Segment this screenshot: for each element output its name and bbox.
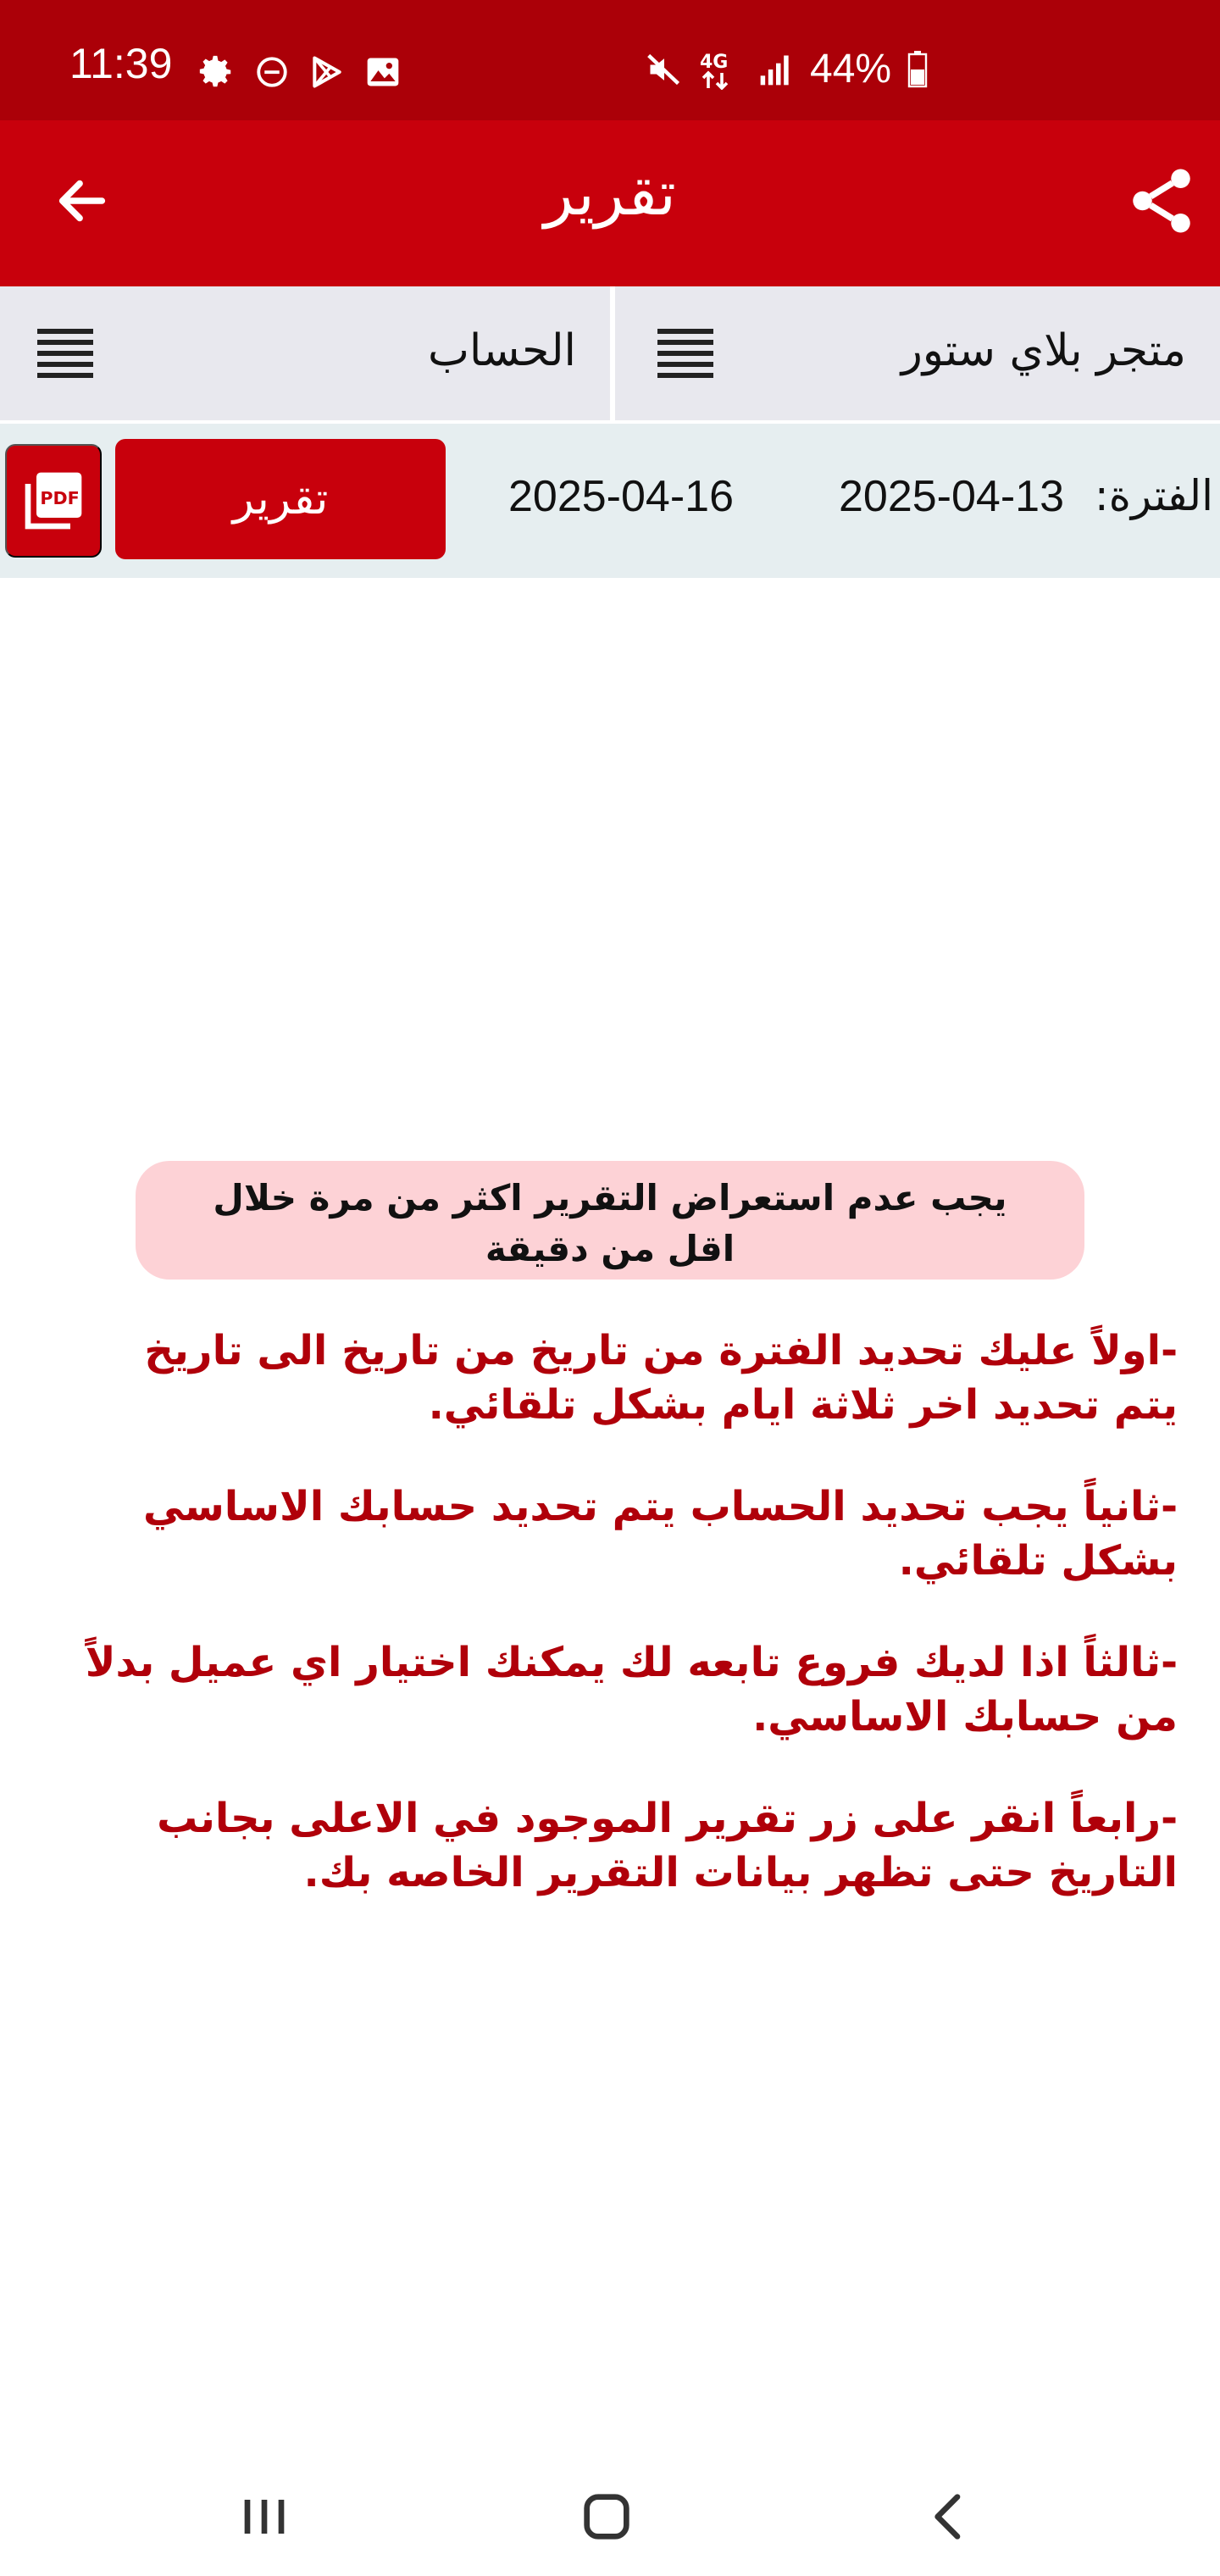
store-label: متجر بلاي ستور	[901, 325, 1186, 376]
report-button[interactable]: تقرير	[115, 439, 446, 559]
date-from-field[interactable]: 2025-04-13	[839, 472, 1064, 521]
pdf-icon	[19, 467, 87, 535]
pdf-button[interactable]	[5, 444, 102, 558]
page-title: تقرير	[544, 158, 676, 229]
warning-notice: يجب عدم استعراض التقرير اكثر من مرة خلال اقل من دقيقة	[136, 1161, 1084, 1280]
period-row	[0, 424, 1220, 578]
selector-row	[0, 286, 1220, 420]
home-icon[interactable]	[573, 2483, 640, 2551]
battery-icon	[907, 51, 929, 88]
menu-icon	[37, 327, 93, 378]
status-bar	[0, 0, 1220, 120]
status-icons-right	[646, 49, 929, 90]
system-nav-bar	[0, 2457, 1220, 2576]
account-label: الحساب	[427, 325, 576, 376]
instruction-item: -ثانياً يجب تحديد الحساب يتم تحديد حسابك الاساسي بشكل تلقائي.	[143, 1483, 1178, 1585]
status-time: 11:39	[69, 40, 173, 87]
date-to-field[interactable]: 2025-04-16	[508, 472, 734, 521]
4g-icon	[698, 49, 742, 90]
back-nav-icon[interactable]	[915, 2483, 983, 2551]
battery-percent: 44%	[810, 47, 892, 92]
share-button[interactable]	[1123, 163, 1200, 239]
recent-apps-icon[interactable]	[230, 2483, 298, 2551]
instructions	[81, 1324, 1178, 1947]
share-icon	[1123, 163, 1200, 239]
instruction-item: -ثالثاً اذا لديك فروع تابعه لك يمكنك اختيار اي عميل بدلاً من حسابك الاساسي.	[85, 1639, 1178, 1740]
instruction-item: -اولاً عليك تحديد الفترة من تاريخ من تاريخ الى تاريخ يتم تحديد اخر ثلاثة ايام بشكل تلقائي.	[144, 1327, 1178, 1429]
dnd-icon	[254, 54, 290, 90]
app-bar	[0, 120, 1220, 286]
instruction-item: -رابعاً انقر على زر تقرير الموجود في الاعلى بجانب التاريخ حتى تظهر بيانات التقرير الخاصه بك.	[157, 1795, 1178, 1896]
svg-text:PDF: PDF	[40, 488, 80, 508]
gear-icon	[197, 53, 236, 92]
gallery-icon	[364, 53, 402, 91]
period-label: الفترة:	[1094, 471, 1213, 520]
account-selector[interactable]	[0, 286, 610, 420]
signal-icon	[757, 51, 795, 88]
mute-icon	[646, 51, 683, 88]
status-icons-left	[197, 53, 402, 92]
menu-icon	[657, 327, 713, 378]
play-store-icon	[308, 53, 346, 91]
svg-text:4G: 4G	[700, 52, 729, 73]
store-selector[interactable]	[615, 286, 1220, 420]
